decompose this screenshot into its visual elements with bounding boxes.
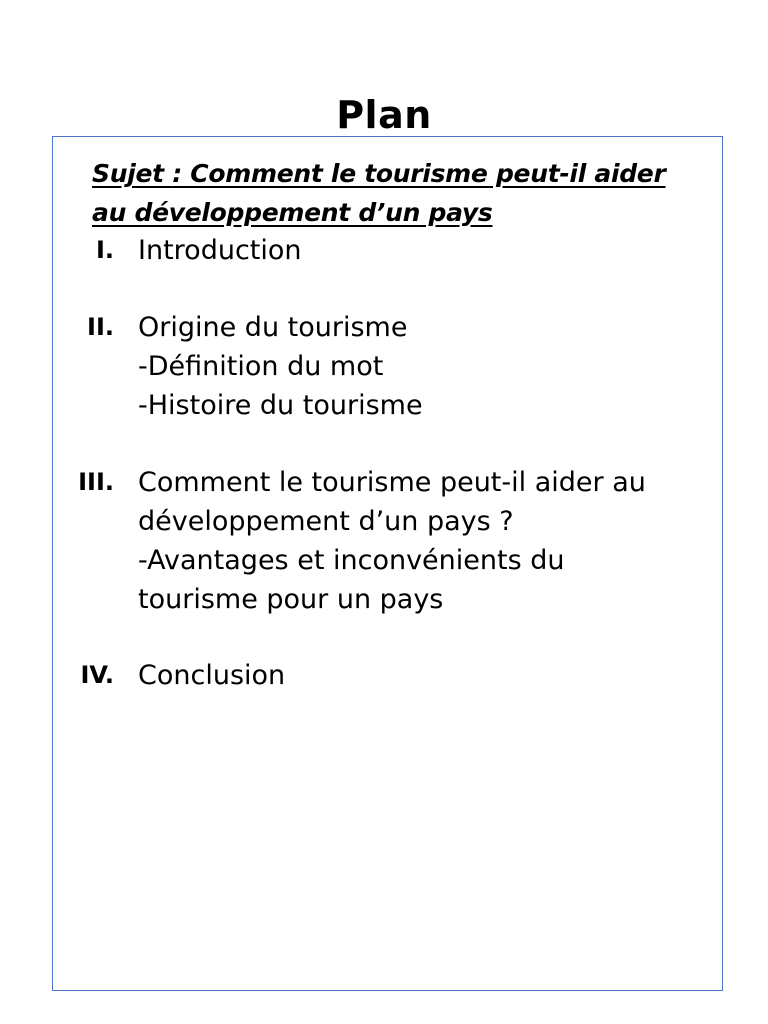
subject-line-1 (92, 154, 692, 193)
outline-body (138, 463, 678, 619)
outline-line: tourisme pour un pays (138, 584, 444, 615)
outline-line: -Avantages et inconvénients du (138, 545, 565, 576)
outline-line: Comment le tourisme peut-il aider au (138, 467, 646, 498)
outline-body (138, 656, 678, 695)
outline-line: -Histoire du tourisme (138, 390, 423, 421)
outline-numeral: II. (87, 313, 114, 341)
subject-line-2: au développement d’un pays (92, 198, 493, 227)
outline-numeral: III. (78, 468, 114, 496)
subject-text-1: : Comment le tourisme peut-il aider (172, 159, 666, 188)
outline-line: développement d’un pays ? (138, 506, 514, 537)
outline-numeral: IV. (80, 661, 114, 689)
outline-body (138, 308, 678, 425)
outline-line: Introduction (138, 235, 302, 266)
subject-label: Sujet (92, 159, 173, 188)
outline-line: -Définition du mot (138, 351, 384, 382)
outline-line: Origine du tourisme (138, 312, 408, 343)
outline-line: Conclusion (138, 660, 286, 691)
subject-heading (92, 154, 692, 232)
outline-body (138, 231, 678, 270)
page-title: Plan (336, 93, 432, 137)
outline-numeral: I. (95, 236, 114, 264)
